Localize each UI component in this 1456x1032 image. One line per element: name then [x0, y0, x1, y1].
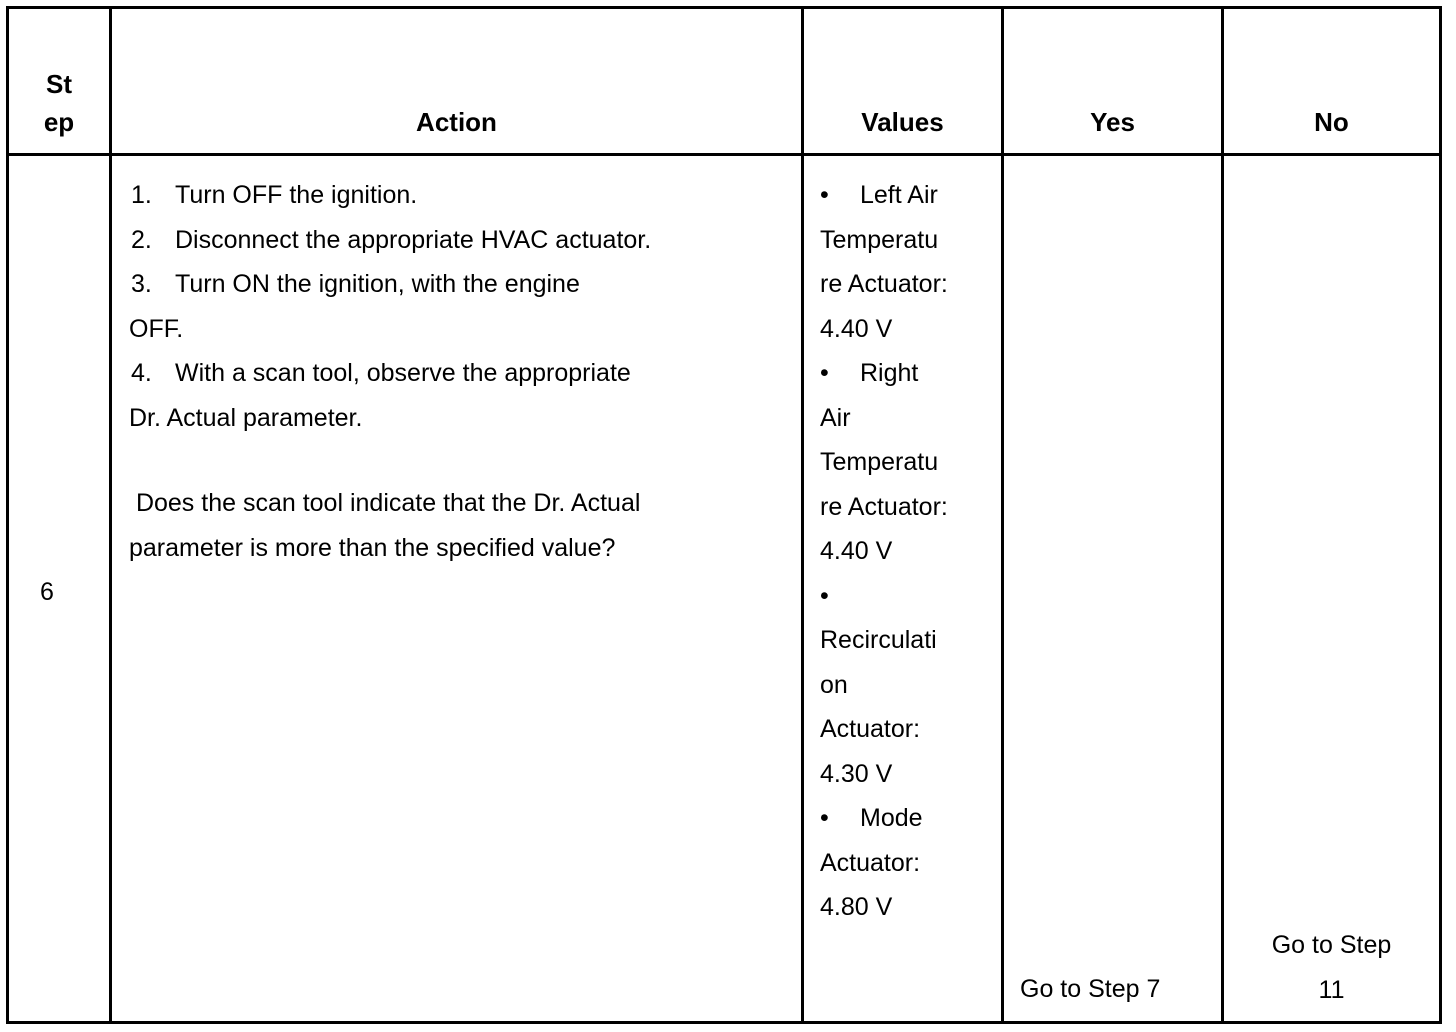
value-left-air-temperature — [820, 173, 948, 351]
bullet-icon: • — [820, 581, 829, 610]
column-divider — [1221, 9, 1224, 1021]
value-line: re Actuator: — [820, 270, 948, 298]
header-yes: Yes — [1090, 107, 1135, 137]
value-line: Actuator: — [820, 715, 921, 743]
value-line: Temperatu — [820, 448, 939, 476]
value-line: on — [820, 670, 848, 699]
action-step-2-text: Disconnect the appropriate HVAC actuator. — [175, 225, 652, 254]
action-step-1-number: 1. — [131, 181, 152, 209]
action-step-3-number: 3. — [131, 270, 152, 298]
action-step-3-continued: OFF. — [129, 314, 184, 343]
bullet-icon: • — [820, 804, 829, 832]
value-line: Air — [820, 403, 851, 432]
action-step-4-text: With a scan tool, observe the appropriate — [175, 359, 631, 387]
header-step-line1: St — [46, 69, 72, 99]
action-cell — [129, 173, 651, 570]
diagnostic-table — [6, 6, 1442, 1024]
bullet-icon: • — [820, 181, 829, 209]
action-question-line1: Does the scan tool indicate that the Dr. Actual — [129, 489, 641, 517]
value-line: Right — [860, 359, 919, 387]
no-cell-line2: 11 — [1318, 975, 1345, 1004]
yes-cell: Go to Step 7 — [1020, 975, 1161, 1003]
no-cell-line1: Go to Step — [1271, 931, 1392, 959]
value-line: 4.80 V — [820, 893, 893, 921]
column-divider — [1001, 9, 1004, 1021]
action-step-2-number: 2. — [131, 225, 152, 254]
values-cell — [820, 173, 948, 930]
action-step-2 — [129, 218, 651, 263]
value-line: Mode — [860, 804, 923, 832]
header-action: Action — [416, 107, 497, 137]
action-step-4-number: 4. — [131, 359, 152, 387]
action-step-3-text: Turn ON the ignition, with the engine — [175, 270, 580, 298]
action-spacer — [129, 440, 651, 481]
no-cell — [1224, 923, 1439, 1012]
action-step-4 — [129, 351, 651, 396]
value-recirculation — [820, 574, 948, 797]
value-right-air-temperature — [820, 351, 948, 574]
action-step-4-continued: Dr. Actual parameter. — [129, 403, 363, 432]
header-step-line2: ep — [43, 107, 75, 137]
header-divider — [9, 153, 1439, 156]
column-divider — [109, 9, 112, 1021]
value-line: 4.30 V — [820, 759, 893, 788]
value-line: Left Air — [860, 181, 938, 209]
value-line: 4.40 V — [820, 537, 893, 565]
header-no: No — [1314, 107, 1349, 137]
header-values: Values — [861, 107, 944, 137]
bullet-icon: • — [820, 359, 829, 387]
value-line: re Actuator: — [820, 492, 948, 521]
action-question-line2: parameter is more than the specified value? — [129, 533, 616, 562]
action-step-3 — [129, 262, 651, 307]
header-step — [9, 65, 109, 141]
action-step-1 — [129, 173, 651, 218]
column-divider — [801, 9, 804, 1021]
step-number: 6 — [40, 578, 54, 606]
value-line: Actuator: — [820, 848, 921, 877]
action-step-1-text: Turn OFF the ignition. — [175, 181, 418, 209]
value-line: Recirculati — [820, 626, 937, 654]
value-line: 4.40 V — [820, 314, 893, 343]
value-line: Temperatu — [820, 225, 939, 254]
value-mode — [820, 796, 948, 930]
